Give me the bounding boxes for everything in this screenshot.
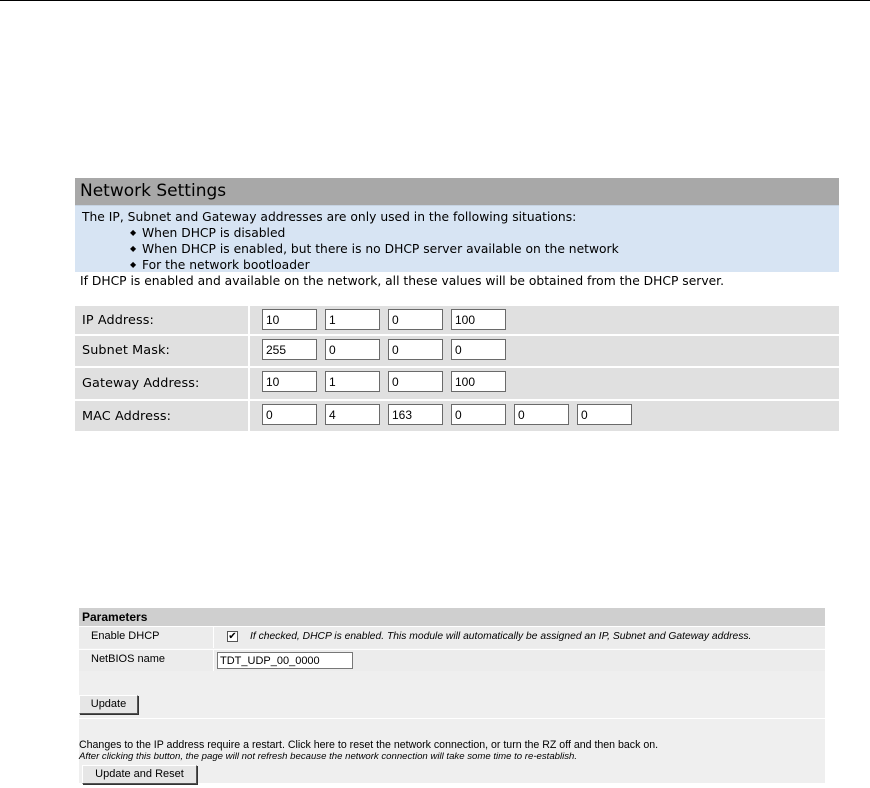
subnet-mask-label: Subnet Mask: (82, 343, 170, 358)
info-footer: If DHCP is enabled and available on the network, all these values will be obtained from the DHCP server. (80, 274, 725, 288)
enable-dhcp-row (79, 626, 825, 648)
ip-octet-2[interactable]: 1 (325, 309, 380, 330)
column-divider (248, 368, 250, 399)
mac-octet-2[interactable]: 4 (325, 404, 380, 425)
ip-octet-1[interactable]: 10 (262, 309, 317, 330)
ip-address-row (75, 304, 839, 334)
mac-address-label: MAC Address: (82, 409, 172, 424)
column-divider (248, 336, 250, 366)
gateway-octet-4[interactable]: 100 (451, 371, 506, 392)
subnet-octet-4[interactable]: 0 (451, 339, 506, 360)
netbios-label: NetBIOS name (91, 653, 165, 665)
mac-octet-5[interactable]: 0 (514, 404, 569, 425)
enable-dhcp-help: If checked, DHCP is enabled. This module will automatically be assigned an IP, Subnet and Gateway address. (250, 631, 752, 642)
ip-octet-4[interactable]: 100 (451, 309, 506, 330)
gateway-octet-3[interactable]: 0 (388, 371, 443, 392)
restart-note: Changes to the IP address require a restart. Click here to reset the network connection, or turn the RZ off and then back on. (79, 739, 659, 751)
parameters-panel (79, 608, 825, 783)
info-bullet: ◆ When DHCP is enabled, but there is no DHCP server available on the network (82, 241, 839, 257)
network-settings-title: Network Settings (75, 178, 839, 205)
info-bullet: ◆ When DHCP is disabled (82, 225, 839, 241)
info-intro: The IP, Subnet and Gateway addresses are only used in the following situations: (82, 210, 577, 224)
column-divider (213, 650, 214, 671)
ip-address-label: IP Address: (82, 313, 154, 328)
restart-note-italic: After clicking this button, the page will not refresh because the network connection will take some time to re-establish. (79, 751, 578, 762)
mac-octet-3[interactable]: 163 (388, 404, 443, 425)
column-divider (213, 627, 214, 648)
mac-address-row (75, 399, 839, 431)
parameters-title: Parameters (79, 608, 825, 626)
page-top-rule (0, 0, 870, 1)
mac-octet-1[interactable]: 0 (262, 404, 317, 425)
info-bullet: ◆ For the network bootloader (82, 257, 839, 273)
enable-dhcp-label: Enable DHCP (91, 630, 160, 642)
network-settings-info (75, 205, 839, 288)
gateway-address-label: Gateway Address: (82, 376, 200, 391)
enable-dhcp-checkbox[interactable]: ✔ (228, 631, 237, 642)
network-settings-panel (75, 178, 839, 431)
column-divider (248, 401, 250, 431)
gateway-octet-2[interactable]: 1 (325, 371, 380, 392)
ip-octet-3[interactable]: 0 (388, 309, 443, 330)
column-divider (248, 306, 250, 334)
netbios-row (79, 649, 825, 671)
gateway-octet-1[interactable]: 10 (262, 371, 317, 392)
mac-octet-6[interactable]: 0 (577, 404, 632, 425)
subnet-octet-2[interactable]: 0 (325, 339, 380, 360)
mac-octet-4[interactable]: 0 (451, 404, 506, 425)
subnet-mask-row (75, 334, 839, 366)
subnet-octet-3[interactable]: 0 (388, 339, 443, 360)
gateway-address-row (75, 366, 839, 399)
update-button[interactable]: Update (79, 695, 138, 714)
netbios-name-input[interactable]: TDT_UDP_00_0000 (217, 652, 353, 669)
update-and-reset-button[interactable]: Update and Reset (82, 765, 197, 784)
section-divider (79, 718, 825, 719)
subnet-octet-1[interactable]: 255 (262, 339, 317, 360)
